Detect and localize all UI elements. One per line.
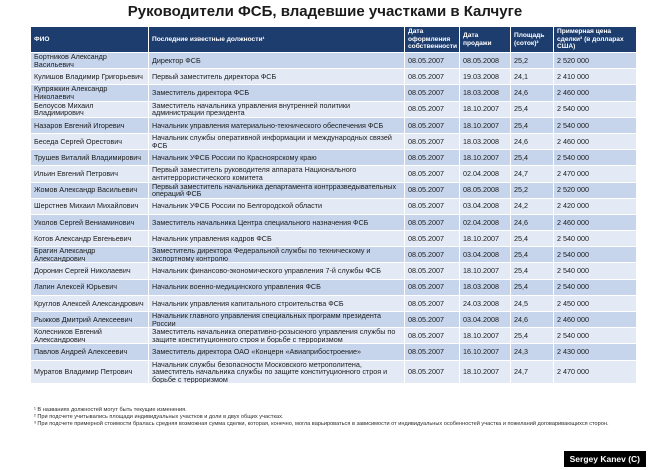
cell-area: 25,4 (511, 150, 554, 166)
cell-sale-date: 08.05.2008 (460, 53, 511, 69)
cell-sale-date: 18.03.2008 (460, 133, 511, 149)
footnotes (34, 407, 634, 428)
cell-sale-date: 18.10.2007 (460, 117, 511, 133)
cell-area: 25,4 (511, 328, 554, 344)
table-row (31, 214, 637, 230)
cell-name: Белоусов Михаил Владимирович (31, 101, 149, 117)
cell-name: Брагин Александр Александрович (31, 247, 149, 263)
cell-price: 2 470 000 (554, 360, 637, 384)
cell-registration-date: 08.05.2007 (405, 150, 460, 166)
table-row (31, 85, 637, 101)
cell-sale-date: 18.03.2008 (460, 279, 511, 295)
table-row (31, 53, 637, 69)
cell-name: Колесников Евгений Александрович (31, 328, 149, 344)
cell-position: Заместитель начальника оперативно-розыскного управления службы по защите конституционного строя и борьбе с терроризмом (149, 328, 405, 344)
cell-sale-date: 02.04.2008 (460, 166, 511, 182)
cell-price: 2 540 000 (554, 279, 637, 295)
cell-area: 24,3 (511, 344, 554, 360)
cell-registration-date: 08.05.2007 (405, 247, 460, 263)
footnote: ² При подсчете учитывались площади индивидуальных участков и доли в двух общих участках. (34, 414, 284, 420)
cell-position: Первый заместитель руководителя аппарата Национального антитеррористического комитета (149, 166, 405, 182)
cell-price: 2 540 000 (554, 263, 637, 279)
table-header-row (31, 27, 637, 53)
cell-registration-date: 08.05.2007 (405, 231, 460, 247)
table-row (31, 328, 637, 344)
cell-position: Начальник управления материально-технического обеспечения ФСБ (149, 117, 405, 133)
cell-sale-date: 24.03.2008 (460, 295, 511, 311)
cell-name: Лапин Алексей Юрьевич (31, 279, 149, 295)
photo-credit: Sergey Kanev (C) (564, 451, 646, 467)
table-row (31, 69, 637, 85)
cell-sale-date: 03.04.2008 (460, 312, 511, 328)
cell-registration-date: 08.05.2007 (405, 214, 460, 230)
table-row (31, 344, 637, 360)
data-table (30, 26, 637, 384)
cell-area: 24,6 (511, 214, 554, 230)
cell-area: 24,6 (511, 85, 554, 101)
cell-registration-date: 08.05.2007 (405, 182, 460, 198)
cell-registration-date: 08.05.2007 (405, 344, 460, 360)
cell-name: Уколов Сергей Вениаминович (31, 214, 149, 230)
cell-price: 2 460 000 (554, 312, 637, 328)
column-header-registration-date: Дата оформления собственности (405, 27, 460, 53)
cell-position: Начальник УФСБ России по Белгородской области (149, 198, 405, 214)
cell-registration-date: 08.05.2007 (405, 198, 460, 214)
cell-sale-date: 18.10.2007 (460, 328, 511, 344)
cell-area: 25,2 (511, 182, 554, 198)
cell-registration-date: 08.05.2007 (405, 69, 460, 85)
table-row (31, 247, 637, 263)
cell-position: Начальник управления кадров ФСБ (149, 231, 405, 247)
cell-price: 2 460 000 (554, 214, 637, 230)
cell-registration-date: 08.05.2007 (405, 53, 460, 69)
cell-sale-date: 03.04.2008 (460, 247, 511, 263)
cell-price: 2 450 000 (554, 295, 637, 311)
column-header-area: Площадь (соток)² (511, 27, 554, 53)
cell-name: Купряжкин Александр Николаевич (31, 85, 149, 101)
cell-sale-date: 02.04.2008 (460, 214, 511, 230)
cell-sale-date: 18.10.2007 (460, 231, 511, 247)
cell-area: 25,4 (511, 247, 554, 263)
cell-area: 25,4 (511, 263, 554, 279)
table-row (31, 312, 637, 328)
cell-registration-date: 08.05.2007 (405, 295, 460, 311)
cell-price: 2 460 000 (554, 85, 637, 101)
table-row (31, 360, 637, 384)
cell-price: 2 420 000 (554, 198, 637, 214)
cell-name: Шерстнев Михаил Михайлович (31, 198, 149, 214)
cell-position: Начальник главного управления специальных программ президента России (149, 312, 405, 328)
cell-registration-date: 08.05.2007 (405, 133, 460, 149)
cell-registration-date: 08.05.2007 (405, 85, 460, 101)
cell-sale-date: 19.03.2008 (460, 69, 511, 85)
footnote: ³ При подсчете примерной стоимости бралась средняя возможная сумма сделки, которая, конечно, могла варьироваться в зависимости от индивидуальных особенностей участка и пожеланий договаривающихся сторон. (34, 421, 609, 427)
cell-name: Назаров Евгений Игоревич (31, 117, 149, 133)
cell-registration-date: 08.05.2007 (405, 360, 460, 384)
cell-name: Беседа Сергей Орестович (31, 133, 149, 149)
cell-position: Начальник службы оперативной информации и международных связей ФСБ (149, 133, 405, 149)
cell-registration-date: 08.05.2007 (405, 166, 460, 182)
table-row (31, 295, 637, 311)
cell-area: 24,6 (511, 312, 554, 328)
cell-price: 2 460 000 (554, 133, 637, 149)
cell-price: 2 430 000 (554, 344, 637, 360)
cell-area: 25,4 (511, 231, 554, 247)
cell-sale-date: 18.10.2007 (460, 360, 511, 384)
cell-price: 2 520 000 (554, 53, 637, 69)
cell-name: Муратов Владимир Петрович (31, 360, 149, 384)
cell-name: Котов Александр Евгеньевич (31, 231, 149, 247)
table-row (31, 279, 637, 295)
column-header-position: Последние известные должности¹ (149, 27, 405, 53)
cell-position: Первый заместитель директора ФСБ (149, 69, 405, 85)
cell-area: 25,4 (511, 117, 554, 133)
cell-area: 24,7 (511, 360, 554, 384)
cell-position: Директор ФСБ (149, 53, 405, 69)
cell-price: 2 540 000 (554, 150, 637, 166)
cell-position: Начальник УФСБ России по Красноярскому краю (149, 150, 405, 166)
cell-name: Рыжков Дмитрий Алексеевич (31, 312, 149, 328)
table-row (31, 231, 637, 247)
cell-registration-date: 08.05.2007 (405, 117, 460, 133)
table-body (31, 53, 637, 384)
cell-price: 2 470 000 (554, 166, 637, 182)
cell-sale-date: 16.10.2007 (460, 344, 511, 360)
cell-sale-date: 18.10.2007 (460, 150, 511, 166)
cell-name: Ильин Евгений Петрович (31, 166, 149, 182)
cell-area: 24,5 (511, 295, 554, 311)
cell-area: 24,2 (511, 198, 554, 214)
cell-sale-date: 08.05.2008 (460, 182, 511, 198)
table-row (31, 117, 637, 133)
cell-name: Жомов Александр Васильевич (31, 182, 149, 198)
column-header-name: ФИО (31, 27, 149, 53)
cell-price: 2 540 000 (554, 117, 637, 133)
cell-registration-date: 08.05.2007 (405, 279, 460, 295)
cell-price: 2 540 000 (554, 101, 637, 117)
cell-area: 25,4 (511, 101, 554, 117)
cell-area: 25,4 (511, 279, 554, 295)
cell-position: Начальник управления капитального строительства ФСБ (149, 295, 405, 311)
cell-position: Начальник службы безопасности Московского метрополитена, заместитель начальника службы по защите конституционного строя и борьбе с терроризмом (149, 360, 405, 384)
cell-registration-date: 08.05.2007 (405, 263, 460, 279)
table-row (31, 263, 637, 279)
cell-position: Начальник военно-медицинского управления ФСБ (149, 279, 405, 295)
cell-sale-date: 18.10.2007 (460, 101, 511, 117)
table-row (31, 133, 637, 149)
cell-position: Начальник финансово-экономического управления 7-й службы ФСБ (149, 263, 405, 279)
column-header-sale-date: Дата продажи (460, 27, 511, 53)
table-row (31, 198, 637, 214)
cell-position: Заместитель директора Федеральной службы по техническому и экспортному контролю (149, 247, 405, 263)
cell-registration-date: 08.05.2007 (405, 328, 460, 344)
cell-sale-date: 18.10.2007 (460, 263, 511, 279)
cell-name: Павлов Андрей Алексеевич (31, 344, 149, 360)
table-row (31, 101, 637, 117)
cell-name: Доронин Сергей Николаевич (31, 263, 149, 279)
cell-area: 24,7 (511, 166, 554, 182)
table-row (31, 182, 637, 198)
cell-position: Заместитель начальника управления внутренней политики администрации президента (149, 101, 405, 117)
cell-price: 2 540 000 (554, 247, 637, 263)
cell-name: Круглов Алексей Александрович (31, 295, 149, 311)
cell-area: 24,6 (511, 133, 554, 149)
cell-price: 2 540 000 (554, 328, 637, 344)
cell-price: 2 540 000 (554, 231, 637, 247)
cell-position: Заместитель начальника Центра специального назначения ФСБ (149, 214, 405, 230)
table-row (31, 166, 637, 182)
cell-name: Трушев Виталий Владимирович (31, 150, 149, 166)
cell-sale-date: 03.04.2008 (460, 198, 511, 214)
cell-sale-date: 18.03.2008 (460, 85, 511, 101)
cell-price: 2 520 000 (554, 182, 637, 198)
page-title: Руководители ФСБ, владевшие участками в Калчуге (127, 3, 523, 20)
cell-price: 2 410 000 (554, 69, 637, 85)
cell-area: 24,1 (511, 69, 554, 85)
column-header-price: Примерная цена сделки³ (в долларах США) (554, 27, 637, 53)
cell-name: Кулишов Владимир Григорьевич (31, 69, 149, 85)
cell-registration-date: 08.05.2007 (405, 312, 460, 328)
data-table-container (30, 26, 636, 384)
cell-registration-date: 08.05.2007 (405, 101, 460, 117)
cell-area: 25,2 (511, 53, 554, 69)
cell-position: Заместитель директора ФСБ (149, 85, 405, 101)
footnote: ¹ В названиях должностей могут быть текущие изменения. (34, 407, 187, 413)
cell-name: Бортников Александр Васильевич (31, 53, 149, 69)
cell-position: Первый заместитель начальника департамента контрразведывательных операций ФСБ (149, 182, 405, 198)
table-row (31, 150, 637, 166)
cell-position: Заместитель директора ОАО «Концерн «Авиаприбостроение» (149, 344, 405, 360)
